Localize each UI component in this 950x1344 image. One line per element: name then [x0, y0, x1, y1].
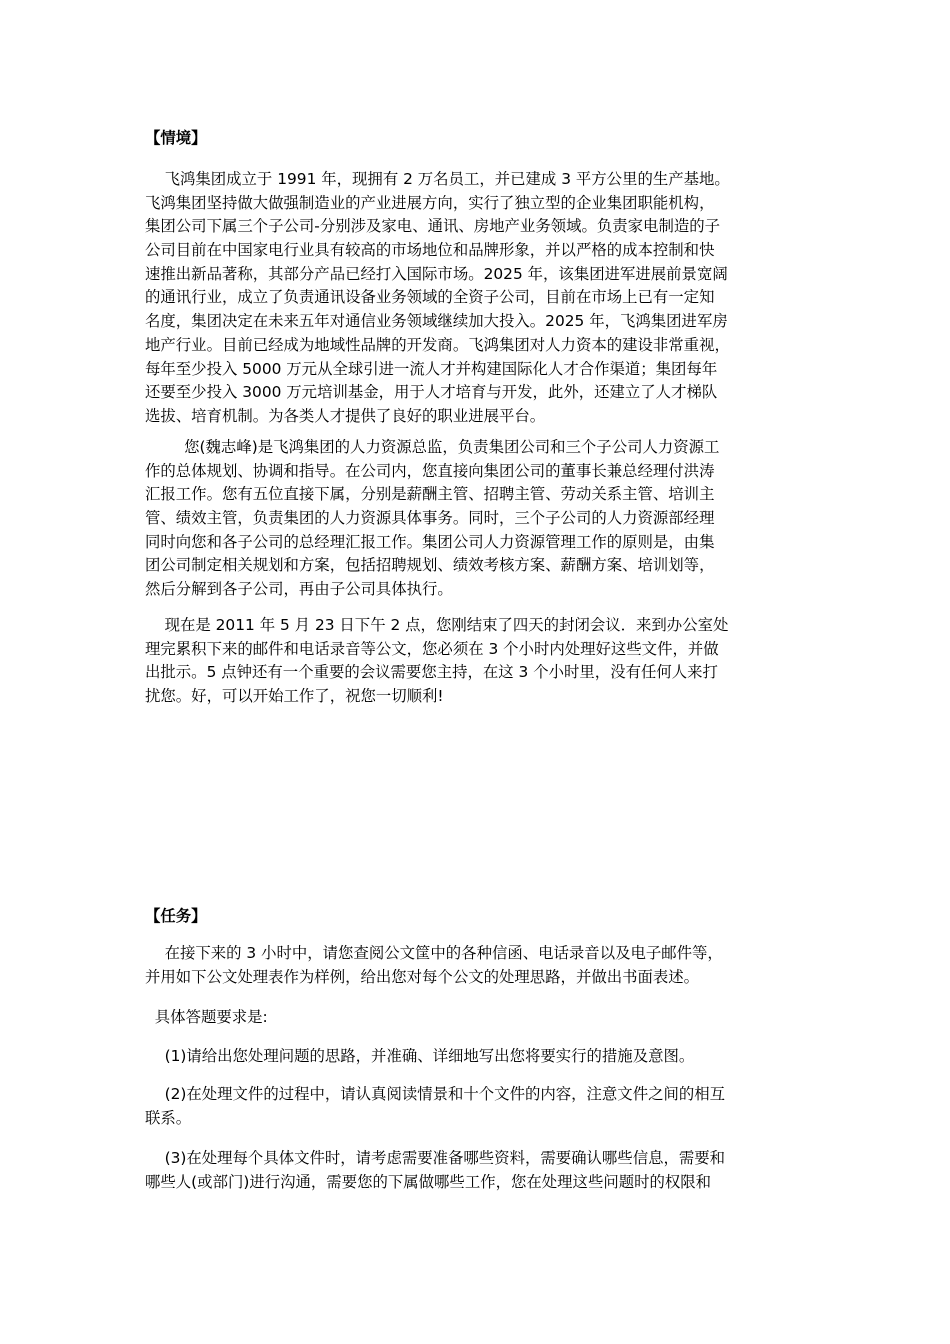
text-line: (3)在处理每个具体文件时，请考虑需要准备哪些资料，需要确认哪些信息，需要和 — [145, 1149, 726, 1167]
text-line: 汇报工作。您有五位直接下属，分别是薪酬主管、招聘主管、劳动关系主管、培训主 — [145, 485, 715, 504]
text-line: 名度，集团决定在未来五年对通信业务领域继续加大投入。2025 年，飞鸿集团进军房 — [145, 312, 728, 331]
text-line: 飞鸿集团成立于 1991 年，现拥有 2 万名员工，并已建成 3 平方公里的生产基地。 — [145, 170, 730, 188]
task-heading: 【任务】 — [145, 907, 207, 925]
task-requirement-3 — [145, 1147, 815, 1194]
text-line: 选拔、培育机制。为各类人才提供了良好的职业进展平台。 — [145, 406, 546, 425]
text-line: 公司目前在中国家电行业具有较高的市场地位和品牌形象，并以严格的成本控制和快 — [145, 241, 715, 260]
text-line: 具体答题要求是: — [145, 1008, 268, 1026]
text-line: (2)在处理文件的过程中，请认真阅读情景和十个文件的内容，注意文件之间的相互 — [145, 1085, 726, 1103]
situation-paragraph-1 — [145, 168, 815, 429]
text-line: 您(魏志峰)是飞鸿集团的人力资源总监，负责集团公司和三个子公司人力资源工 — [145, 438, 720, 456]
text-line: 理完累积下来的邮件和电话录音等公文，您必须在 3 个小时内处理好这些文件，并做 — [145, 639, 719, 658]
task-requirement-2 — [145, 1083, 815, 1130]
task-requirement-1 — [145, 1045, 815, 1069]
text-line: 作的总体规划、协调和指导。在公司内，您直接向集团公司的董事长兼总经理付洪涛 — [145, 461, 715, 480]
text-line: 飞鸿集团坚持做大做强制造业的产业进展方向，实行了独立型的企业集团职能机构， — [145, 193, 715, 212]
text-line: 并用如下公文处理表作为样例，给出您对每个公文的处理思路，并做出书面表述。 — [145, 967, 700, 986]
task-paragraph-2 — [145, 1006, 815, 1030]
text-line: 地产行业。目前已经成为地域性品牌的开发商。飞鸿集团对人力资本的建设非常重视， — [145, 335, 730, 354]
text-line: 然后分解到各子公司，再由子公司具体执行。 — [145, 580, 453, 599]
text-line: 在接下来的 3 小时中，请您查阅公文筐中的各种信函、电话录音以及电子邮件等， — [145, 944, 723, 962]
text-line: 每年至少投入 5000 万元从全球引进一流人才并构建国际化人才合作渠道；集团每年 — [145, 359, 718, 378]
text-line: 团公司制定相关规划和方案，包括招聘规划、绩效考核方案、薪酬方案、培训划等， — [145, 556, 715, 575]
situation-paragraph-3 — [145, 614, 815, 709]
text-line: 同时向您和各子公司的总经理汇报工作。集团公司人力资源管理工作的原则是，由集 — [145, 532, 715, 551]
situation-heading: 【情境】 — [145, 129, 207, 147]
text-line: 还要至少投入 3000 万元培训基金，用于人才培育与开发，此外，还建立了人才梯队 — [145, 383, 718, 402]
text-line: 现在是 2011 年 5 月 23 日下午 2 点，您刚结束了四天的封闭会议．来到办公室处 — [145, 616, 729, 634]
text-line: 的通讯行业，成立了负责通讯设备业务领域的全资子公司，目前在市场上已有一定知 — [145, 288, 715, 307]
text-line: 哪些人(或部门)进行沟通，需要您的下属做哪些工作，您在处理这些问题时的权限和 — [145, 1172, 712, 1191]
text-line: 速推出新品著称，其部分产品已经打入国际市场。2025 年，该集团进军进展前景宽阔 — [145, 264, 728, 283]
text-line: 集团公司下属三个子公司-分别涉及家电、通讯、房地产业务领域。负责家电制造的子 — [145, 217, 721, 236]
task-paragraph-1 — [145, 942, 815, 989]
text-line: 管、绩效主管，负责集团的人力资源具体事务。同时，三个子公司的人力资源部经理 — [145, 509, 715, 528]
text-line: (1)请给出您处理问题的思路，并准确、详细地写出您将要实行的措施及意图。 — [145, 1047, 695, 1065]
situation-paragraph-2 — [145, 436, 815, 602]
text-line: 扰您。好，可以开始工作了，祝您一切顺利! — [145, 687, 444, 706]
text-line: 出批示。5 点钟还有一个重要的会议需要您主持，在这 3 个小时里，没有任何人来打 — [145, 663, 718, 682]
text-line: 联系。 — [145, 1108, 192, 1127]
